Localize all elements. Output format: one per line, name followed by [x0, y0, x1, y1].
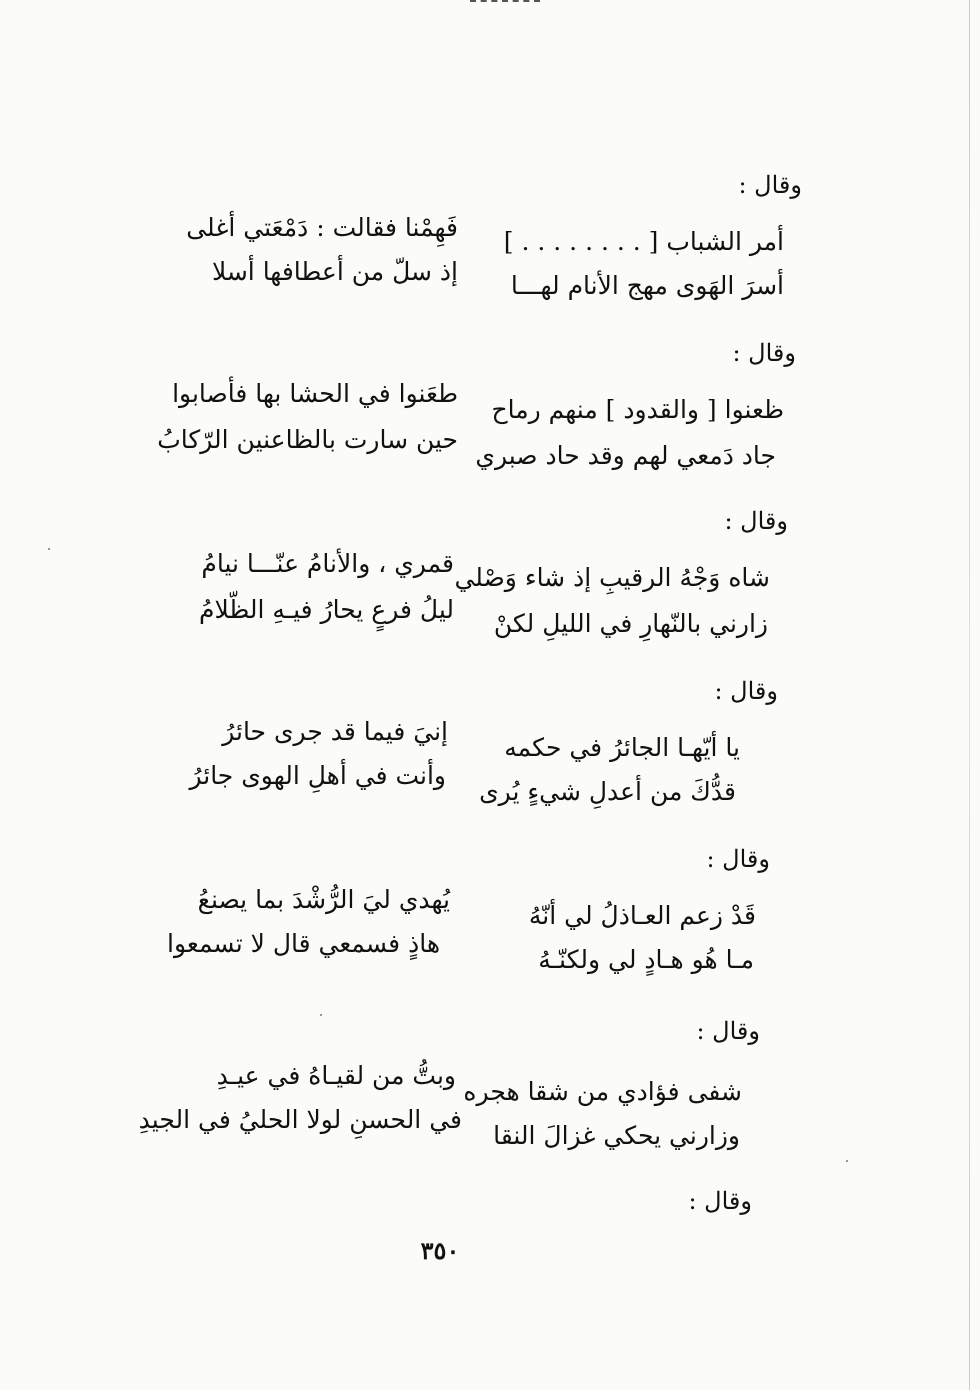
- verse-hemistich-second: وبتُّ من لقيـاهُ في عيـدِ: [216, 1061, 456, 1090]
- verse-hemistich-first: شاه وَجْهُ الرقيبِ إذ شاء وَصْلي: [454, 563, 770, 592]
- section-label: وقال :: [724, 507, 788, 535]
- page-edge-shadow: [969, 0, 970, 1390]
- verse-hemistich-first: جاد دَمعي لهم وقد حاد صبري: [475, 441, 776, 470]
- section-label: وقال :: [706, 845, 770, 873]
- verse-hemistich-second: وأنت في أهلِ الهوى جائرُ: [189, 761, 446, 790]
- verse-hemistich-first: أسرَ الهَوى مهج الأنام لهـــا: [510, 271, 784, 300]
- verse-hemistich-second: في الحسنِ لولا الحليُ في الجيدِ: [138, 1105, 462, 1134]
- verse-hemistich-first: مـا هُو هـادٍ لي ولكنّـهُ: [538, 945, 754, 974]
- page-number: ٣٥٠: [420, 1236, 460, 1265]
- scan-speck: [48, 548, 50, 550]
- verse-hemistich-first: شفى فؤادي من شقا هجره: [463, 1077, 742, 1106]
- verse-hemistich-first: وزارني يحكي غزالَ النقا: [493, 1121, 740, 1150]
- verse-hemistich-second: يُهدي ليَ الرُّشْدَ بما يصنعُ: [197, 885, 450, 914]
- verse-hemistich-second: هاذٍ فسمعي قال لا تسمعوا: [167, 929, 440, 958]
- verse-hemistich-first: يا أيّهـا الجائرُ في حكمه: [504, 733, 740, 762]
- top-dashed-rule: [470, 0, 540, 10]
- section-label: وقال :: [696, 1017, 760, 1045]
- verse-hemistich-second: قمري ، والأنامُ عنّـــا نيامُ: [201, 549, 454, 578]
- verse-hemistich-second: إذ سلّ من أعطافها أسلا: [211, 257, 458, 286]
- verse-hemistich-first: قدُّكَ من أعدلِ شيءٍ يُرى: [479, 777, 736, 806]
- verse-hemistich-second: إنيَ فيما قد جرى حائرُ: [222, 717, 448, 746]
- verse-hemistich-second: طعَنوا في الحشا بها فأصابوا: [172, 379, 458, 408]
- section-label: وقال :: [732, 339, 796, 367]
- verse-hemistich-first: ظعنوا [ والقدود ] منهم رماح: [491, 395, 784, 424]
- verse-hemistich-second: فَهِمْنا فقالت : دَمْعَتي أغلى: [186, 213, 458, 242]
- section-label: وقال :: [738, 171, 802, 199]
- scan-speck: [320, 1014, 322, 1016]
- section-label: وقال :: [714, 677, 778, 705]
- verse-hemistich-first: أمر الشباب [ . . . . . . . . ]: [503, 227, 784, 256]
- scan-speck: [846, 1160, 848, 1162]
- verse-hemistich-second: ليلُ فرعٍ يحارُ فيـهِ الظّلامُ: [198, 595, 454, 624]
- verse-hemistich-first: قَدْ زعم العـاذلُ لي أنّهُ: [528, 901, 756, 930]
- verse-hemistich-second: حين سارت بالظاعنين الرّكابُ: [157, 425, 458, 454]
- section-label: وقال :: [688, 1187, 752, 1215]
- verse-hemistich-first: زارني بالنّهارِ في الليلِ لكنْ: [493, 609, 768, 638]
